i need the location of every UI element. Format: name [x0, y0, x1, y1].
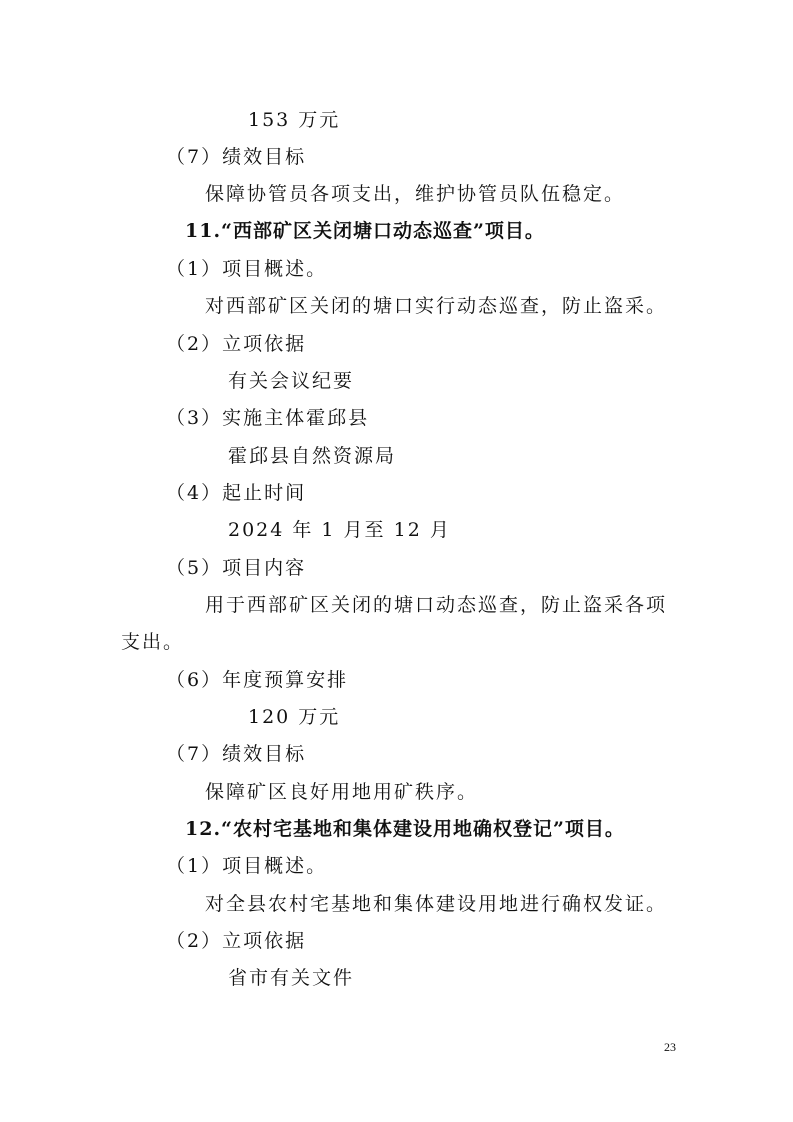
section-heading-period: （4）起止时间	[166, 482, 307, 504]
section-heading-performance-goal: （7）绩效目标	[166, 146, 307, 168]
budget-amount-120: 120 万元	[248, 706, 341, 728]
section-heading-basis: （2）立项依据	[166, 930, 307, 952]
paragraph-text: 省市有关文件	[228, 967, 355, 989]
paragraph-text: 有关会议纪要	[228, 370, 355, 392]
section-heading-content: （5）项目内容	[166, 557, 307, 579]
paragraph-text: 对全县农村宅基地和集体建设用地进行确权发证。	[205, 893, 668, 915]
paragraph-text: 对西部矿区关闭的塘口实行动态巡查，防止盗采。	[205, 295, 668, 317]
section-heading-overview: （1）项目概述。	[166, 258, 328, 280]
section-heading-annual-budget: （6）年度预算安排	[166, 669, 349, 691]
paragraph-text: 支出。	[121, 631, 185, 653]
budget-amount-153: 153 万元	[248, 109, 341, 131]
paragraph-text: 霍邱县自然资源局	[228, 445, 397, 467]
project-title-12: 12.“农村宅基地和集体建设用地确权登记”项目。	[185, 818, 625, 840]
paragraph-text: 2024 年 1 月至 12 月	[228, 519, 451, 541]
paragraph-text: 保障协管员各项支出，维护协管员队伍稳定。	[205, 183, 626, 205]
paragraph-text: 保障矿区良好用地用矿秩序。	[205, 781, 479, 803]
section-heading-overview: （1）项目概述。	[166, 855, 328, 877]
section-heading-basis: （2）立项依据	[166, 333, 307, 355]
paragraph-text: 用于西部矿区关闭的塘口动态巡查，防止盗采各项	[205, 594, 668, 616]
project-title-11: 11.“西部矿区关闭塘口动态巡查”项目。	[185, 220, 545, 242]
section-heading-implementer: （3）实施主体霍邱县	[166, 407, 370, 429]
page-number: 23	[664, 1040, 676, 1054]
section-heading-performance-goal: （7）绩效目标	[166, 743, 307, 765]
